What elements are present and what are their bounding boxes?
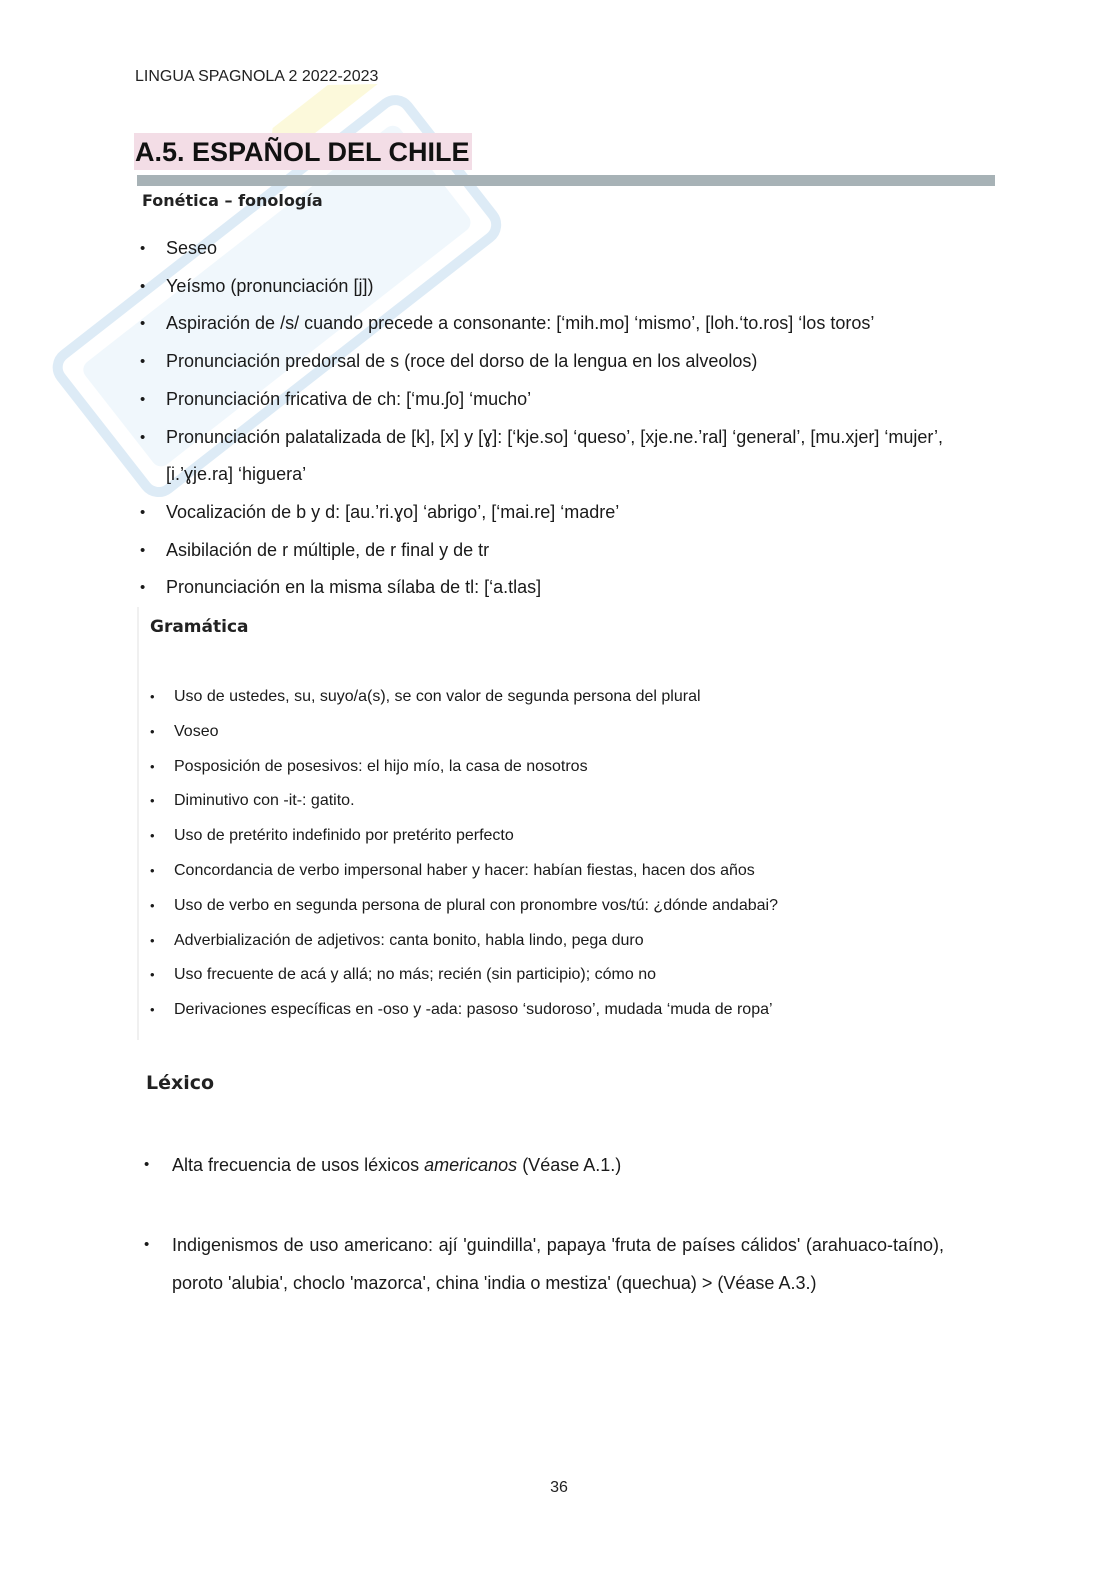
bullet: • <box>150 862 155 878</box>
list-item-text: Pronunciación predorsal de s (roce del dorso de la lengua en los alveolos) <box>166 351 758 372</box>
list-item <box>150 753 1010 788</box>
bullet: • <box>150 897 155 913</box>
bullet: • <box>150 723 155 739</box>
bullet: • <box>144 1156 150 1173</box>
bullet: • <box>150 758 155 774</box>
section-title: A.5. ESPAÑOL DEL CHILE <box>134 133 472 170</box>
list-item-text: Yeísmo (pronunciación [j]) <box>166 275 374 296</box>
bullet: • <box>140 315 146 333</box>
list-item-text: Posposición de posesivos: el hijo mío, la casa de nosotros <box>174 757 588 775</box>
list-item <box>150 892 1010 927</box>
list-item-text: Diminutivo con -it-: gatito. <box>174 792 355 810</box>
list-item-text: Pronunciación palatalizada de [k], [x] y [ɣ]: [‘kje.so] ‘queso’, [xje.ne.’ral] ‘general’, [mu.xjer] ‘mujer’, [i.’ɣje.ra] ‘higuera’ <box>166 426 944 485</box>
list-item <box>140 381 1000 419</box>
list-item-text: Pronunciación fricativa de ch: [‘mu.ʃo] ‘mucho’ <box>166 388 532 409</box>
bullet: • <box>140 503 146 521</box>
list-item <box>150 683 1010 718</box>
lexico-heading: Léxico <box>146 1072 215 1094</box>
list-item-text: Aspiración de /s/ cuando precede a consonante: [‘mih.mo] ‘mismo’, [loh.‘to.ros] ‘los toros’ <box>166 313 875 334</box>
list-item-text: Derivaciones específicas en -oso y -ada: pasoso ‘sudoroso’, mudada ‘muda de ropa’ <box>174 1001 773 1019</box>
list-item <box>150 996 1010 1031</box>
list-item-text: Seseo <box>166 238 218 258</box>
list-item-text: Vocalización de b y d: [au.’ri.ɣo] ‘abrigo’, [‘mai.re] ‘madre’ <box>166 501 620 522</box>
list-item-text: Uso de verbo en segunda persona de plural con pronombre vos/tú: ¿dónde andabai? <box>174 896 778 914</box>
list-item-text: Alta frecuencia de usos léxicos <box>172 1155 425 1175</box>
fonetica-list <box>140 230 1000 607</box>
list-item <box>140 569 1000 607</box>
list-item <box>150 857 1010 892</box>
bullet: • <box>150 828 155 844</box>
bullet: • <box>150 967 155 983</box>
list-item-text: Uso frecuente de acá y allá; no más; recién (sin participio); cómo no <box>174 966 657 984</box>
list-item <box>140 532 1000 570</box>
list-item <box>150 718 1010 753</box>
gramatica-side-bar <box>137 607 139 1040</box>
list-item <box>140 343 1000 381</box>
bullet: • <box>140 240 146 257</box>
list-item <box>140 305 1000 343</box>
page-number: 36 <box>550 1479 568 1496</box>
page-header: LINGUA SPAGNOLA 2 2022-2023 <box>135 68 379 85</box>
bullet: • <box>140 353 146 371</box>
list-item-emphasis: americanos <box>424 1155 518 1175</box>
bullet: • <box>150 793 155 809</box>
list-item-text: Asibilación de r múltiple, de r final y de tr <box>166 539 490 560</box>
bullet: • <box>140 428 146 446</box>
title-rule <box>137 175 995 186</box>
bullet: • <box>140 579 146 597</box>
list-item-text: Uso de pretérito indefinido por pretérito perfecto <box>174 827 514 845</box>
bullet: • <box>140 277 146 295</box>
list-item <box>150 822 1010 857</box>
bullet: • <box>140 390 146 408</box>
list-item <box>140 268 1000 306</box>
list-item <box>140 494 1000 532</box>
list-item-text: Voseo <box>174 722 219 740</box>
list-item-text: Pronunciación en la misma sílaba de tl: [‘a.tlas] <box>166 577 542 598</box>
bullet: • <box>150 932 155 948</box>
bullet: • <box>150 689 155 704</box>
list-item-text-end: (Véase A.1.) <box>517 1155 622 1175</box>
list-item-text: Indigenismos de uso americano: ají 'guindilla', papaya 'fruta de países cálidos' (arahuaco-taíno), poroto 'alubia', choclo 'mazorca', china 'india o mestiza' (quechua) > (Véase A.3.) <box>172 1235 944 1293</box>
gramatica-heading: Gramática <box>150 617 249 637</box>
bullet: • <box>140 541 146 559</box>
bullet: • <box>144 1236 150 1253</box>
list-item <box>140 419 1000 494</box>
list-item <box>150 927 1010 962</box>
list-item-text: Adverbialización de adjetivos: canta bonito, habla lindo, pega duro <box>174 931 644 949</box>
list-item <box>144 1226 944 1302</box>
list-item <box>140 230 1000 268</box>
list-item-text: Concordancia de verbo impersonal haber y hacer: habían fiestas, hacen dos años <box>174 861 755 879</box>
list-item <box>144 1146 944 1184</box>
list-item-text: Uso de ustedes, su, suyo/a(s), se con valor de segunda persona del plural <box>174 688 701 705</box>
lexico-list <box>144 1146 944 1302</box>
bullet: • <box>150 1002 155 1018</box>
list-item <box>150 961 1010 996</box>
fonetica-heading: Fonética – fonología <box>142 191 323 210</box>
list-item <box>150 787 1010 822</box>
gramatica-list <box>150 683 1010 1031</box>
